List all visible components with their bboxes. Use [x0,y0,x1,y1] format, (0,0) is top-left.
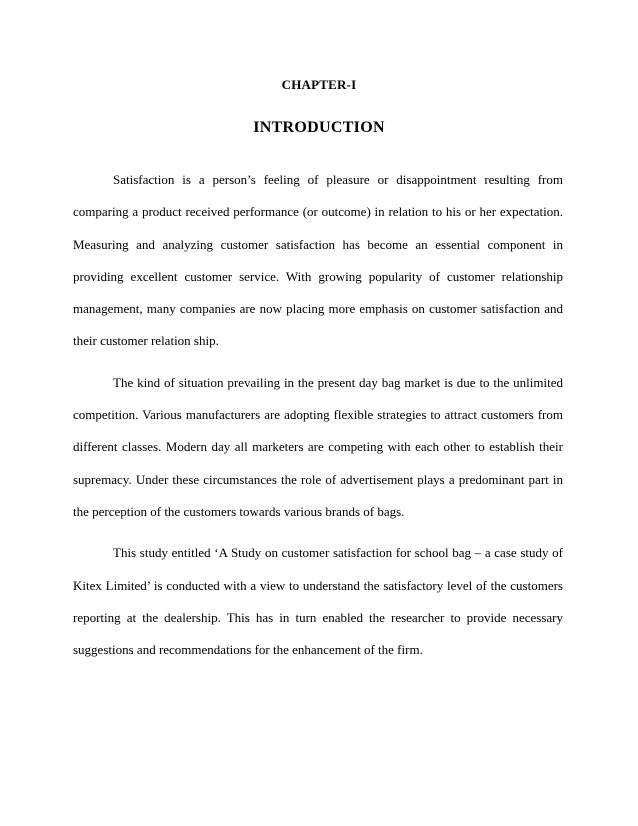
chapter-label: CHAPTER-I [281,77,357,92]
paragraph-1: Satisfaction is a person’s feeling of pleasure or disappointment resulting from comparing a product received performance (or outcome) in relation to his or her expectation. Measuring and analyzing customer satisfaction has become an essential component in providing excellent customer service. With growing popularity of customer relationship management, many companies are now placing more emphasis on customer satisfaction and their customer relation ship. [73,172,563,349]
paragraph-2: The kind of situation prevailing in the present day bag market is due to the unlimited competition. Various manufacturers are adopting flexible strategies to attract customers from different classes. Modern day all marketers are competing with each other to establish their supremacy. Under these circumstances the role of advertisement plays a predominant part in the perception of the customers towards various brands of bags. [73,374,563,519]
paragraph-3: This study entitled ‘A Study on customer satisfaction for school bag – a case study of Kitex Limited’ is conducted with a view to understand the satisfactory level of the customers reporting at the dealership. This has in turn enabled the researcher to provide necessary suggestions and recommendations for the enhancement of the firm. [73,545,563,658]
body-text [73,164,563,666]
chapter-title: INTRODUCTION [253,119,385,136]
